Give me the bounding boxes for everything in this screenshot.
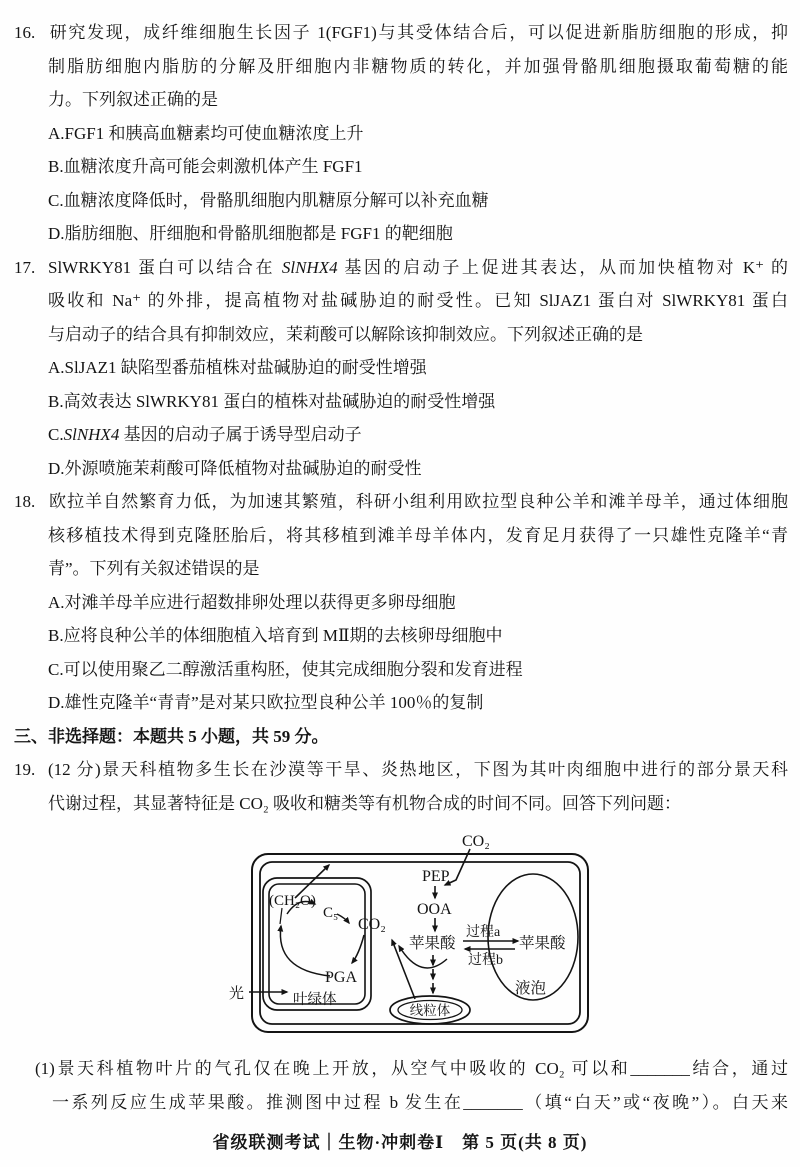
- cam-pathway-figure: [225, 824, 615, 1052]
- q17-option-c-text: 基因的启动子属于诱导型启动子: [119, 425, 362, 444]
- q18-option-a: A.对滩羊母羊应进行超数排卵处理以获得更多卵母细胞: [48, 592, 456, 612]
- q17-stem-line2: 吸收和 Na⁺ 的外排，提高植物对盐碱胁迫的耐受性。已知 SlJAZ1 蛋白对 SlWRKY81 蛋白: [48, 291, 788, 310]
- q19-number: 19.: [14, 760, 36, 779]
- q16-stem-line3: 力。下列叙述正确的是: [48, 90, 218, 109]
- label-malate-cytosol: 苹果酸: [409, 935, 456, 952]
- cycle-link-ch2o: [280, 908, 282, 924]
- q17-stem-text1b: 基因的启动子上促进其表达，从而加快植物对 K⁺ 的: [337, 257, 788, 277]
- cycle-arc-pga-to-ch2o: [280, 926, 330, 976]
- label-ooa: OOA: [417, 901, 452, 918]
- q18-option-d: D.雄性克隆羊“青青”是对某只欧拉型良种公羊 100％的复制: [48, 693, 484, 712]
- label-pga: PGA: [325, 969, 358, 986]
- q16-option-d: D.脂肪细胞、肝细胞和骨骼肌细胞都是 FGF1 的靶细胞: [48, 224, 453, 243]
- q18-stem-line3: 青”。下列有关叙述错误的是: [48, 559, 260, 578]
- q18-option-c: C.可以使用聚乙二醇激活重构胚，使其完成细胞分裂和发育进程: [48, 659, 523, 679]
- q19-sub1-line2: 一系列反应生成苹果酸。推测图中过程 b 发生在_______（填“白天”或“夜晚”）。白天来: [52, 1092, 788, 1112]
- label-co2-stroma: CO₂: [358, 916, 386, 933]
- q17-option-d: D.外源喷施茉莉酸可降低植物对盐碱胁迫的耐受性: [48, 458, 422, 478]
- label-malate-vacuole: 苹果酸: [519, 935, 566, 952]
- q17-gene-name: SlNHX4: [281, 257, 338, 277]
- q16-stem-line1: [0, 16, 800, 50]
- label-light: 光: [229, 986, 245, 1002]
- q16-option-a: A.FGF1 和胰高血糖素均可使血糖浓度上升: [48, 123, 364, 143]
- q17-stem-line1: [0, 251, 800, 285]
- q18-stem-line2: 核移植技术得到克隆胚胎后，将其移植到滩羊母羊体内，发育足月获得了一只雄性克隆羊“青: [48, 525, 788, 545]
- label-ch2o: (CH₂O): [269, 893, 316, 909]
- label-process-a: 过程a: [466, 925, 501, 940]
- label-c5: C₅: [323, 905, 339, 921]
- q19-sub1-line1: (1)景天科植物叶片的气孔仅在晚上开放，从空气中吸收的 CO₂ 可以和_______结合，通过: [35, 1059, 788, 1078]
- label-mitochondrion: 线粒体: [409, 1003, 451, 1018]
- q16-option-b: B.血糖浓度升高可能会刺激机体产生 FGF1: [48, 157, 363, 176]
- q18-stem-text1: 欧拉羊自然繁育力低，为加速其繁殖，科研小组利用欧拉型良种公羊和滩羊母羊，通过体细胞: [48, 492, 788, 511]
- q19-stem-line1: [0, 753, 800, 787]
- label-co2-external: CO₂: [462, 833, 490, 850]
- q17-option-a: A.SlJAZ1 缺陷型番茄植株对盐碱胁迫的耐受性增强: [48, 358, 427, 377]
- arrow-co2-to-pga: [352, 935, 364, 963]
- q16-option-c: C.血糖浓度降低时，骨骼肌细胞内肌糖原分解可以补充血糖: [48, 190, 489, 210]
- q17-option-b: B.高效表达 SlWRKY81 蛋白的植株对盐碱胁迫的耐受性增强: [48, 391, 496, 411]
- q16-number: 16.: [14, 23, 36, 42]
- label-chloroplast: 叶绿体: [293, 992, 337, 1008]
- q17-option-c-gene: SlNHX4: [63, 425, 120, 444]
- label-pep: PEP: [422, 868, 450, 885]
- page-footer: 省级联测考试｜生物·冲刺卷Ⅰ 第 5 页(共 8 页): [212, 1133, 588, 1152]
- q17-option-c: [0, 418, 800, 452]
- q17-option-c-prefix: C.: [48, 425, 64, 444]
- q18-number: 18.: [14, 492, 36, 511]
- q19-cell-diagram: [0, 824, 800, 1052]
- q17-stem-text1a: SlWRKY81 蛋白可以结合在: [48, 257, 282, 277]
- label-process-b: 过程b: [468, 953, 503, 968]
- q16-stem-line2: 制脂肪细胞内脂肪的分解及肝细胞内非糖物质的转化，并加强骨骼肌细胞摄取葡萄糖的能: [48, 56, 788, 76]
- arrow-c5-to-junction: [337, 914, 349, 923]
- section-3-header: 三、非选择题：本题共 5 小题，共 59 分。: [14, 726, 329, 746]
- q17-number: 17.: [14, 257, 36, 277]
- q17-stem-line3: 与启动子的结合具有抑制效应，茉莉酸可以解除该抑制效应。下列叙述正确的是: [48, 324, 643, 344]
- label-vacuole: 液泡: [515, 980, 547, 997]
- q18-option-b: B.应将良种公羊的体细胞植入培育到 MⅡ期的去核卵母细胞中: [48, 626, 503, 645]
- q19-stem-line2: 代谢过程，其显著特征是 CO₂ 吸收和糖类等有机物合成的时间不同。回答下列问题：: [48, 793, 682, 813]
- q16-stem-text1: 研究发现，成纤维细胞生长因子 1(FGF1)与其受体结合后，可以促进新脂肪细胞的形成，抑: [48, 23, 788, 42]
- q19-stem-text1: (12 分)景天科植物多生长在沙漠等干旱、炎热地区，下图为其叶肉细胞中进行的部分景天科: [48, 760, 788, 779]
- q18-stem-line1: [0, 485, 800, 519]
